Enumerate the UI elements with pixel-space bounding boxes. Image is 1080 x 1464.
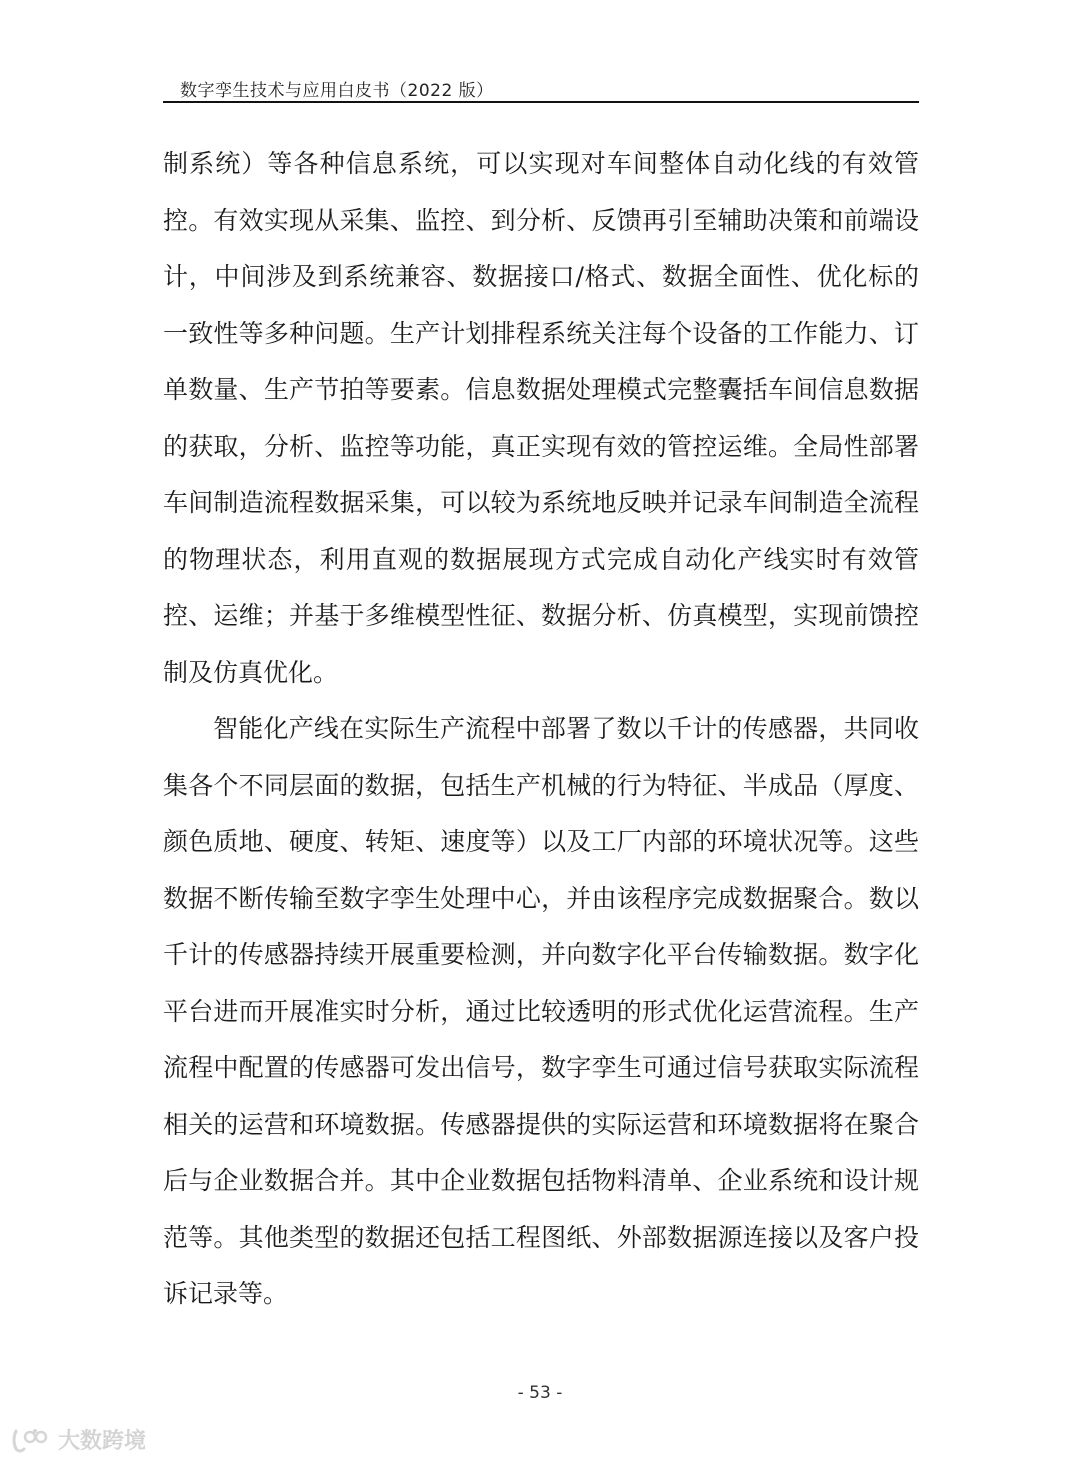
watermark-text: 大数跨境	[58, 1429, 147, 1454]
brand-logo-icon	[10, 1425, 54, 1455]
header-divider	[163, 101, 919, 103]
body-text	[163, 136, 919, 1323]
paragraph-1: 制系统）等各种信息系统，可以实现对车间整体自动化线的有效管控。有效实现从采集、监控、到分析、反馈再引至辅助决策和前端设计，中间涉及到系统兼容、数据接口/格式、数据全面性、优化标的一致性等多种问题。生产计划排程系统关注每个设备的工作能力、订单数量、生产节拍等要素。信息数据处理模式完整囊括车间信息数据的获取，分析、监控等功能，真正实现有效的管控运维。全局性部署车间制造流程数据采集，可以较为系统地反映并记录车间制造全流程的物理状态，利用直观的数据展现方式完成自动化产线实时有效管控、运维；并基于多维模型性征、数据分析、仿真模型，实现前馈控制及仿真优化。	[163, 149, 919, 687]
running-header: 数字孪生技术与应用白皮书（2022 版）	[180, 81, 494, 101]
page-number: - 53 -	[517, 1383, 563, 1403]
watermark	[10, 1424, 146, 1455]
paragraph-2: 智能化产线在实际生产流程中部署了数以千计的传感器，共同收集各个不同层面的数据，包括生产机械的行为特征、半成品（厚度、颜色质地、硬度、转矩、速度等）以及工厂内部的环境状况等。这些数据不断传输至数字孪生处理中心，并由该程序完成数据聚合。数以千计的传感器持续开展重要检测，并向数字化平台传输数据。数字化平台进而开展准实时分析，通过比较透明的形式优化运营流程。生产流程中配置的传感器可发出信号，数字孪生可通过信号获取实际流程相关的运营和环境数据。传感器提供的实际运营和环境数据将在聚合后与企业数据合并。其中企业数据包括物料清单、企业系统和设计规范等。其他类型的数据还包括工程图纸、外部数据源连接以及客户投诉记录等。	[163, 714, 919, 1308]
